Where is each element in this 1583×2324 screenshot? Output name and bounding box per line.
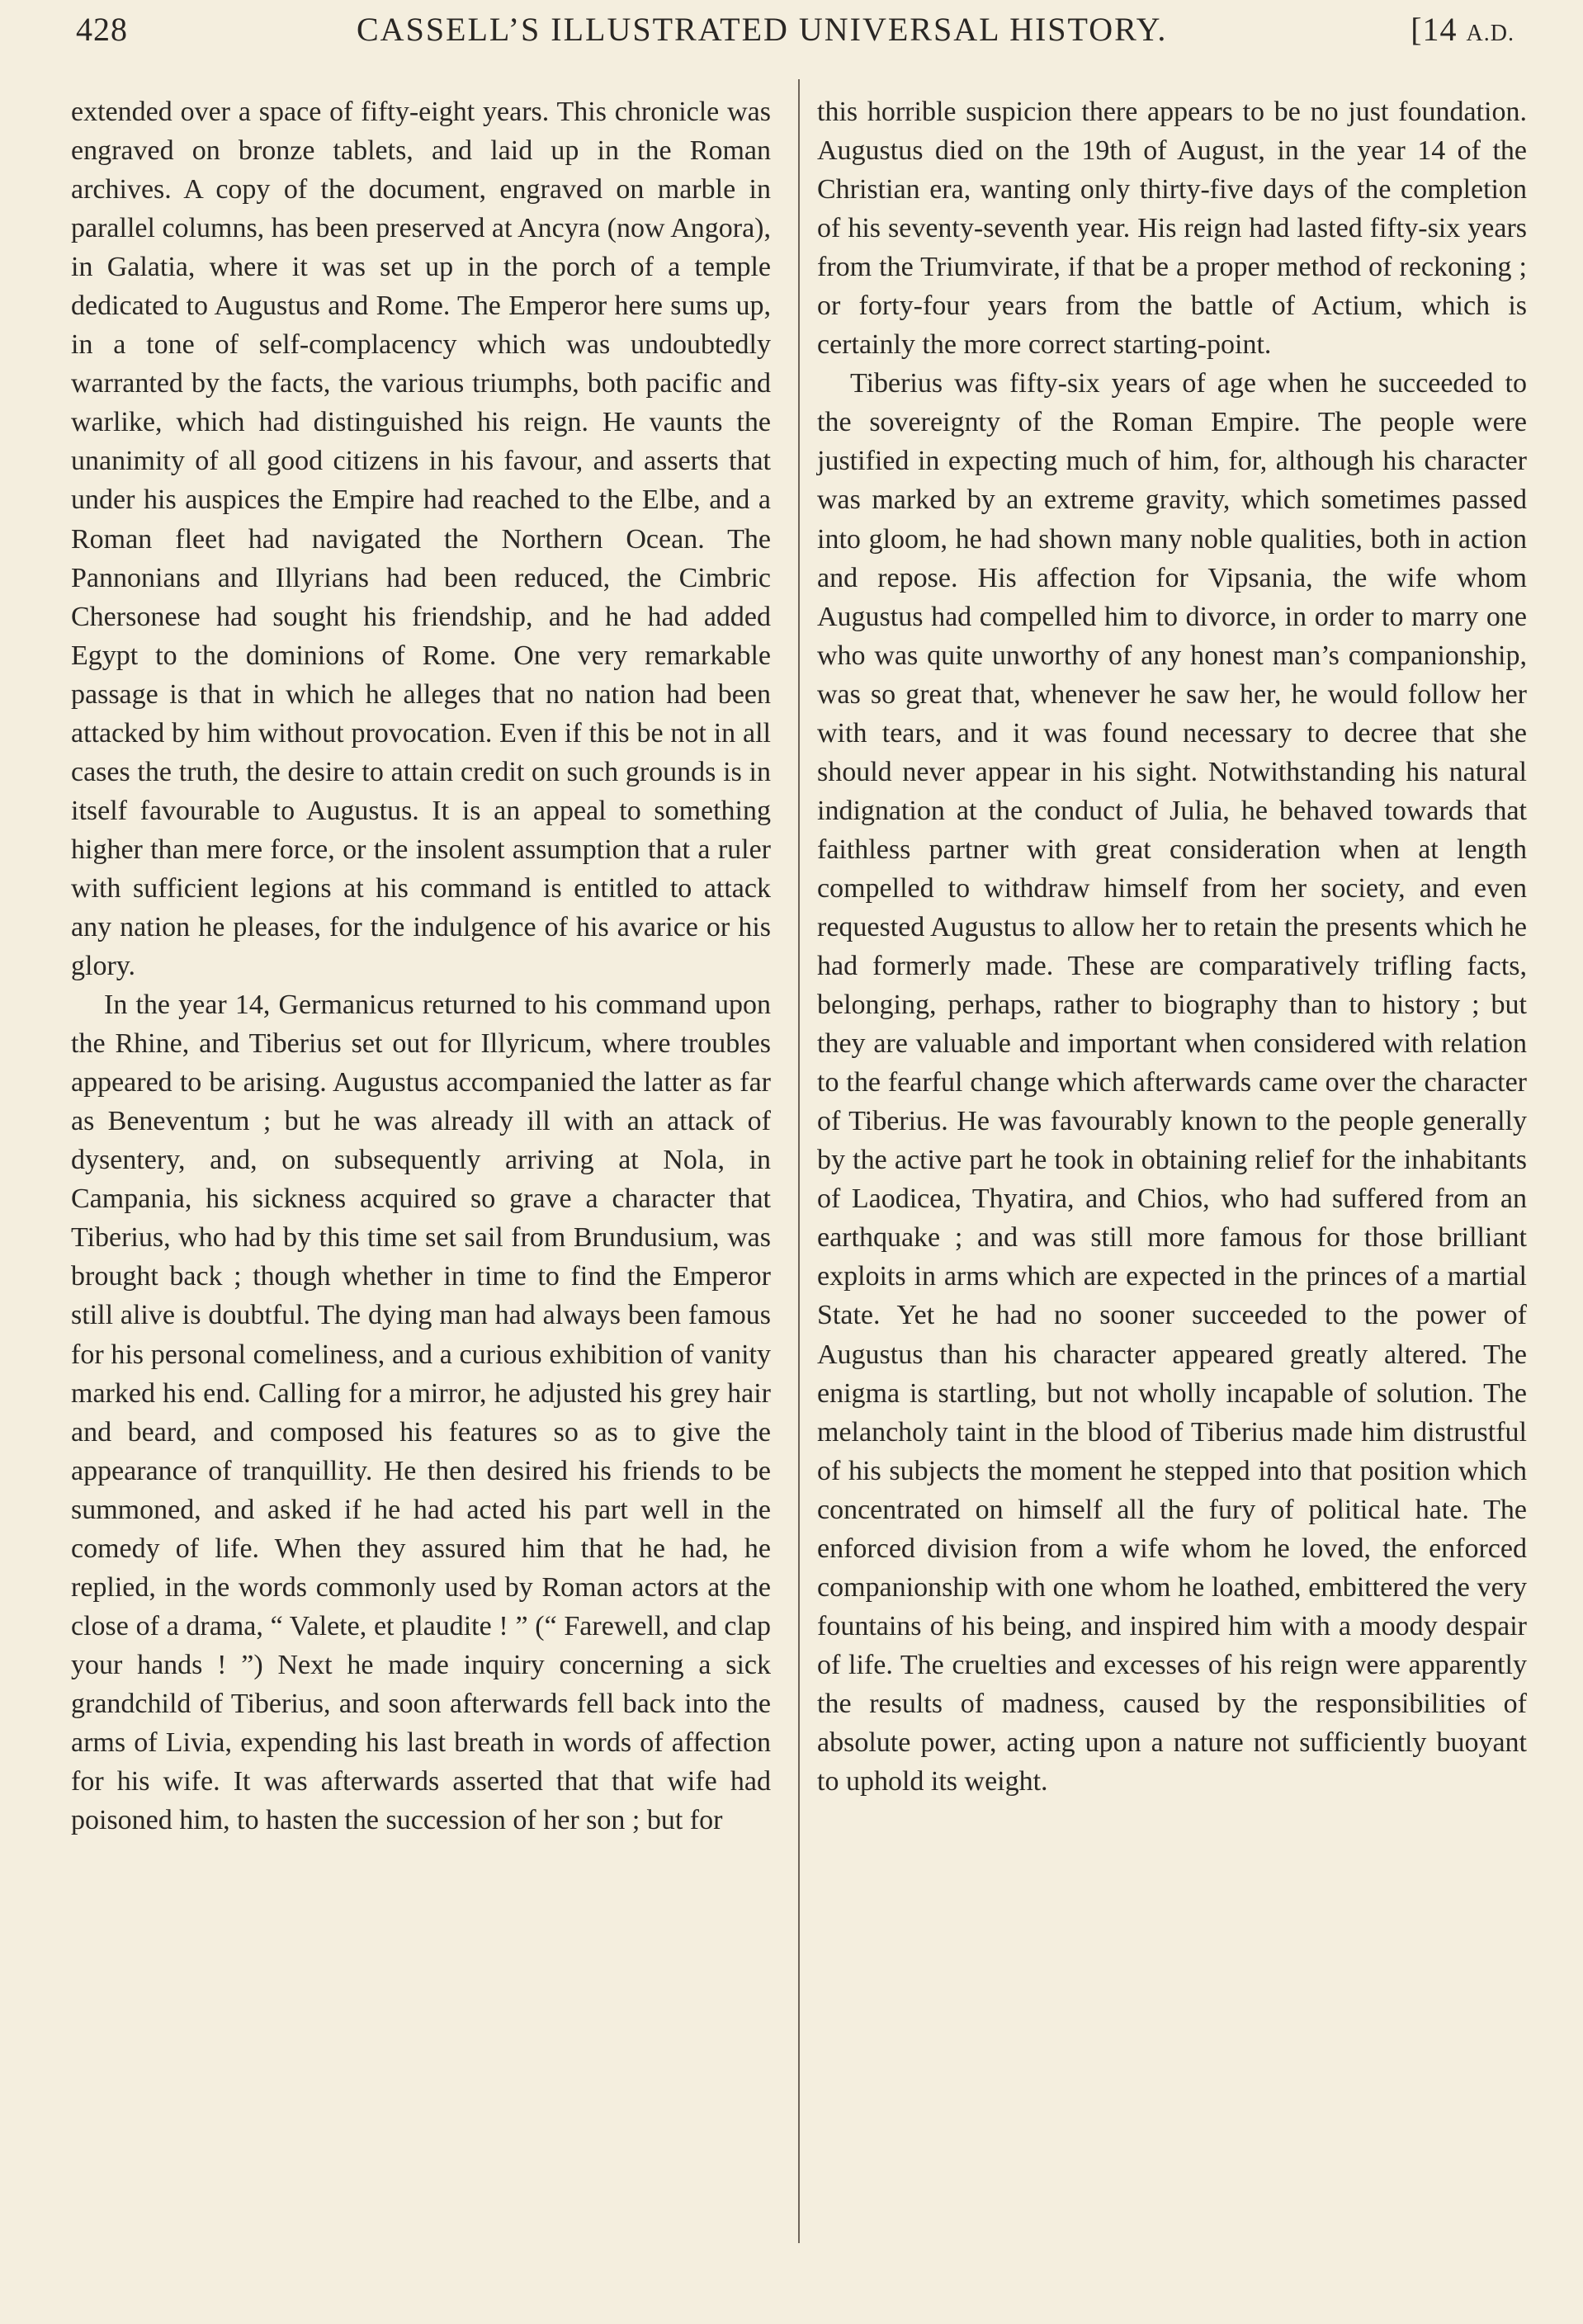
left-column bbox=[71, 92, 771, 1840]
page-number: 428 bbox=[76, 11, 128, 48]
date-bracket-year: [14 bbox=[1411, 11, 1467, 48]
running-title: CASSELL’S ILLUSTRATED UNIVERSAL HISTORY. bbox=[357, 11, 1168, 48]
paragraph: In the year 14, Germanicus returned to his command upon the Rhine, and Tiberius set out for Illyricum, where troubles appeared to be arising. Augustus accompanied the latter as far as Beneventum ; but he was already ill with an attack of dysentery, and, on subsequently arriving at Nola, in Campania, his sickness acquired so grave a character that Tiberius, who had by this time set sail from Brundusium, was brought back ; though whether in time to find the Emperor still alive is doubtful. The dying man had always been famous for his personal comeliness, and a curious exhibition of vanity marked his end. Calling for a mirror, he adjusted his grey hair and beard, and composed his features so as to give the appearance of tranquillity. He then desired his friends to be summoned, and asked if he had acted his part well in the comedy of life. When they assured him that he had, he replied, in the words commonly used by Roman actors at the close of a drama, “ Valete, et plaudite ! ” (“ Farewell, and clap your hands ! ”) Next he made inquiry concerning a sick grandchild of Tiberius, and soon afterwards fell back into the arms of Livia, expending his last breath in words of affection for his wife. It was afterwards asserted that that wife had poisoned him, to hasten the succession of her son ; but for bbox=[71, 990, 771, 1836]
paragraph: extended over a space of fifty-eight years. This chronicle was engraved on bronze tablets, and laid up in the Roman archives. A copy of the document, engraved on marble in parallel columns, has been preserved at Ancyra (now Angora), in Galatia, where it was set up in the porch of a temple dedicated to Augustus and Rome. The Emperor here sums up, in a tone of self-complacency which was undoubtedly warranted by the facts, the various triumphs, both pacific and warlike, which had distinguished his reign. He vaunts the unanimity of all good citizens in his favour, and asserts that under his auspices the Empire had reached to the Elbe, and a Roman fleet had navigated the Northern Ocean. The Pannonians and Illyrians had been reduced, the Cimbric Chersonese had sought his friendship, and he had added Egypt to the dominions of Rome. One very remarkable passage is that in which he alleges that no nation had been attacked by him without provocation. Even if this be not in all cases the truth, the desire to attain credit on such grounds is in itself favourable to Augustus. It is an appeal to something higher than mere force, or the insolent assumption that a ruler with sufficient legions at his command is entitled to attack any nation he pleases, for the indulgence of his avarice or his glory. bbox=[71, 97, 771, 982]
right-column bbox=[817, 92, 1527, 1801]
running-date bbox=[1411, 10, 1514, 49]
running-head bbox=[74, 10, 1514, 59]
paragraph: this horrible suspicion there appears to be no just foundation. Augustus died on the 19th of August, in the year 14 of the Christian era, wanting only thirty-five days of the completion of his seventy-seventh year. His reign had lasted fifty-six years from the Triumvirate, if that be a proper method of reckoning ; or forty-four years from the battle of Actium, which is certainly the more correct starting-point. bbox=[817, 97, 1527, 361]
column-divider bbox=[798, 79, 800, 2243]
date-era: A.D. bbox=[1466, 21, 1514, 46]
paragraph: Tiberius was fifty-six years of age when he succeeded to the sovereignty of the Roman Empire. The people were justified in expecting much of him, for, although his character was marked by an extreme gravity, which sometimes passed into gloom, he had shown many noble qualities, both in action and repose. His affection for Vipsania, the wife whom Augustus had compelled him to divorce, in order to marry one who was quite unworthy of any honest man’s companionship, was so great that, whenever he saw her, he would follow her with tears, and it was found necessary to decree that she should never appear in his sight. Notwithstanding his natural indignation at the conduct of Julia, he behaved towards that faithless partner with great consideration when at length compelled to withdraw himself from her society, and even requested Augustus to allow her to retain the presents which he had formerly made. These are comparatively trifling facts, belonging, perhaps, rather to biography than to history ; but they are valuable and important when considered with relation to the fearful change which afterwards came over the character of Tiberius. He was favourably known to the people generally by the active part he took in obtaining relief for the inhabitants of Laodicea, Thyatira, and Chios, who had suffered from an earthquake ; and was still more famous for those brilliant exploits in arms which are expected in the princes of a martial State. Yet he had no sooner succeeded to the power of Augustus than his character appeared greatly altered. The enigma is startling, but not wholly incapable of solution. The melancholy taint in the blood of Tiberius made him distrustful of his subjects the moment he stepped into that position which concentrated on himself all the fury of political hate. The enforced division from a wife whom he loved, the enforced companionship with one whom he loathed, embittered the very fountains of his being, and inspired him with a moody despair of life. The cruelties and excesses of his reign were apparently the results of madness, caused by the responsibilities of absolute power, acting upon a nature not sufficiently buoyant to uphold its weight. bbox=[817, 368, 1527, 1797]
